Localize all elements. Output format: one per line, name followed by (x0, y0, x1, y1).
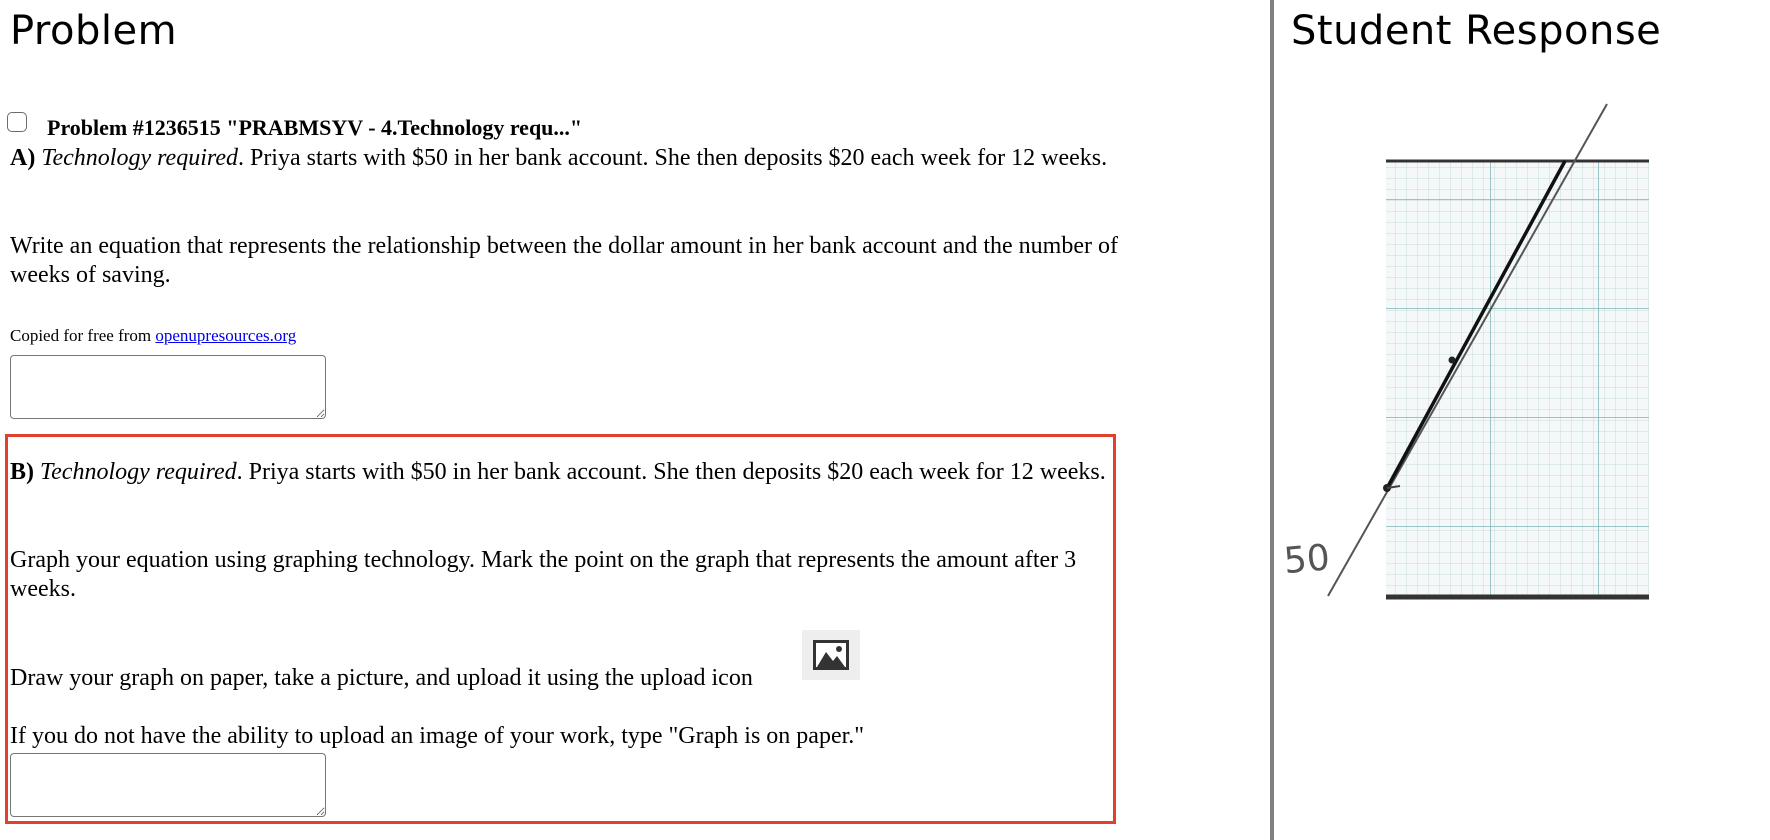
openupresources-link[interactable]: openupresources.org (155, 326, 297, 345)
problem-select-checkbox[interactable] (7, 112, 27, 132)
image-upload-icon[interactable] (802, 630, 860, 680)
credit-line (10, 326, 296, 346)
part-b-fallback-text: If you do not have the ability to upload an image of your work, type "Graph is on paper." (10, 723, 865, 749)
part-a-answer-input[interactable] (10, 355, 326, 419)
handwritten-label: 50 (1282, 537, 1332, 583)
part-b-answer-input[interactable] (10, 753, 326, 817)
part-b-label: B) (10, 459, 34, 485)
part-a-label: A) (10, 145, 36, 171)
student-response-panel (1274, 0, 1770, 840)
part-b-emphasis: Technology required (40, 459, 237, 485)
part-a-intro (10, 144, 1120, 173)
part-b-intro-text: . Priya starts with $50 in her bank account. She then deposits $20 each week for 12 weeks. (236, 459, 1106, 485)
credit-prefix: Copied for free from (10, 326, 156, 345)
part-b-upload-text: Draw your graph on paper, take a picture, and upload it using the upload icon (10, 665, 753, 691)
part-b-intro (10, 458, 1120, 487)
part-a-emphasis: Technology required (41, 145, 238, 171)
part-b-instruction: Graph your equation using graphing technology. Mark the point on the graph that represents the amount after 3 weeks. (10, 547, 1077, 602)
image-icon (813, 640, 849, 670)
part-a-instruction: Write an equation that represents the relationship between the dollar amount in her bank account and the number of weeks of saving. (10, 233, 1118, 288)
problem-heading: Problem (10, 8, 178, 54)
student-response-heading: Student Response (1291, 8, 1662, 54)
student-graph-photo (1274, 90, 1770, 610)
problem-title: Problem #1236515 "PRABMSYV - 4.Technology requ..." (47, 115, 583, 140)
part-a-intro-text: . Priya starts with $50 in her bank account. She then deposits $20 each week for 12 weeks. (237, 145, 1108, 171)
marked-point (1449, 357, 1456, 364)
graph-paper (1386, 161, 1649, 598)
